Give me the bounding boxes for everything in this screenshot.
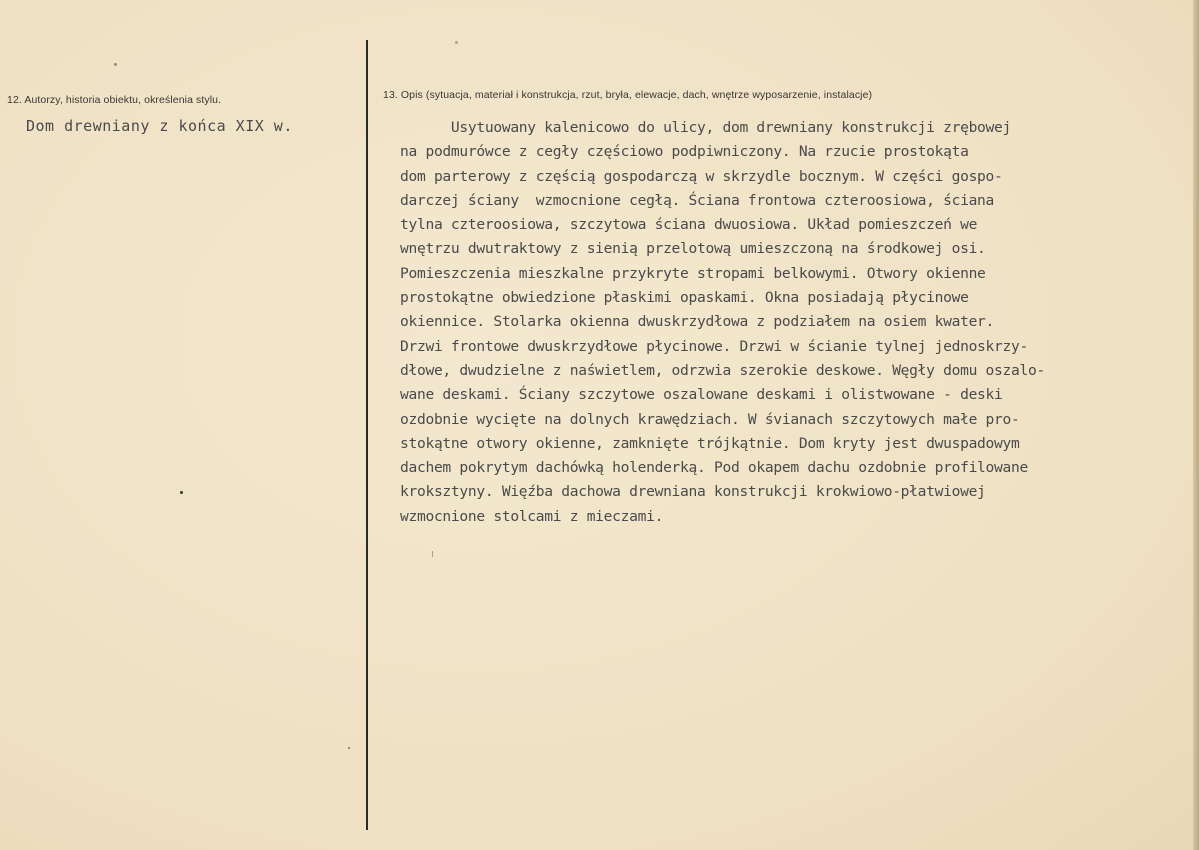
paper-speck bbox=[348, 747, 350, 749]
description-line: na podmurówce z cegły częściowo podpiwniczony. Na rzucie prostokąta bbox=[400, 143, 969, 161]
description-line: wzmocnione stolcami z mieczami. bbox=[400, 507, 664, 525]
description-line: tylna czteroosiowa, szczytowa ściana dwuosiowa. Układ pomieszczeń we bbox=[400, 216, 978, 234]
description-line: ozdobnie wycięte na dolnych krawędziach. W śvianach szczytowych małe pro- bbox=[400, 410, 1020, 428]
field-13-label: 13. Opis (sytuacja, materiał i konstrukcja, rzut, bryła, elewacje, dach, wnętrze wyposarzenie, instalacje) bbox=[383, 89, 873, 101]
description-line: prostokątne obwiedzione płaskimi opaskami. Okna posiadają płycinowe bbox=[400, 289, 969, 307]
column-divider bbox=[366, 40, 368, 830]
description-line: wnętrzu dwutraktowy z sienią przelotową umieszczoną na środkowej osi. bbox=[400, 240, 986, 258]
field-12-value: Dom drewniany z końca XIX w. bbox=[26, 117, 293, 135]
description-line: okiennice. Stolarka okienna dwuskrzydłowa z podziałem na osiem kwater. bbox=[400, 313, 995, 331]
description-line: Pomieszczenia mieszkalne przykryte stropami belkowymi. Otwory okienne bbox=[400, 264, 986, 282]
paper-speck bbox=[180, 491, 183, 494]
field-12-label: 12. Autorzy, historia obiektu, określenia stylu. bbox=[7, 94, 222, 106]
paper-speck bbox=[455, 41, 458, 44]
description-line: dachem pokrytym dachówką holenderką. Pod okapem dachu ozdobnie profilowane bbox=[400, 459, 1028, 477]
description-line: Drzwi frontowe dwuskrzydłowe płycinowe. Drzwi w ścianie tylnej jednoskrzy- bbox=[400, 337, 1028, 355]
description-line: stokątne otwory okienne, zamknięte trójkątnie. Dom kryty jest dwuspadowym bbox=[400, 434, 1020, 452]
description-line: darczej ściany wzmocnione cegłą. Ściana frontowa czteroosiowa, ściana bbox=[400, 191, 995, 209]
description-line: dłowe, dwudzielne z naświetlem, odrzwia szerokie deskowe. Węgły domu oszalo- bbox=[400, 361, 1045, 379]
field-13-description bbox=[400, 116, 1045, 529]
description-line: dom parterowy z częścią gospodarczą w skrzydle bocznym. W części gospo- bbox=[400, 167, 1003, 185]
card-edge bbox=[1193, 0, 1199, 850]
paper-speck bbox=[432, 551, 433, 557]
description-line: kroksztyny. Więźba dachowa drewniana konstrukcji krokwiowo-płatwiowej bbox=[400, 483, 986, 501]
paper-speck bbox=[114, 63, 117, 66]
description-line: Usytuowany kalenicowo do ulicy, dom drewniany konstrukcji zrębowej bbox=[400, 119, 1012, 136]
description-line: wane deskami. Ściany szczytowe oszalowane deskami i olistwowane - deski bbox=[400, 386, 1003, 404]
